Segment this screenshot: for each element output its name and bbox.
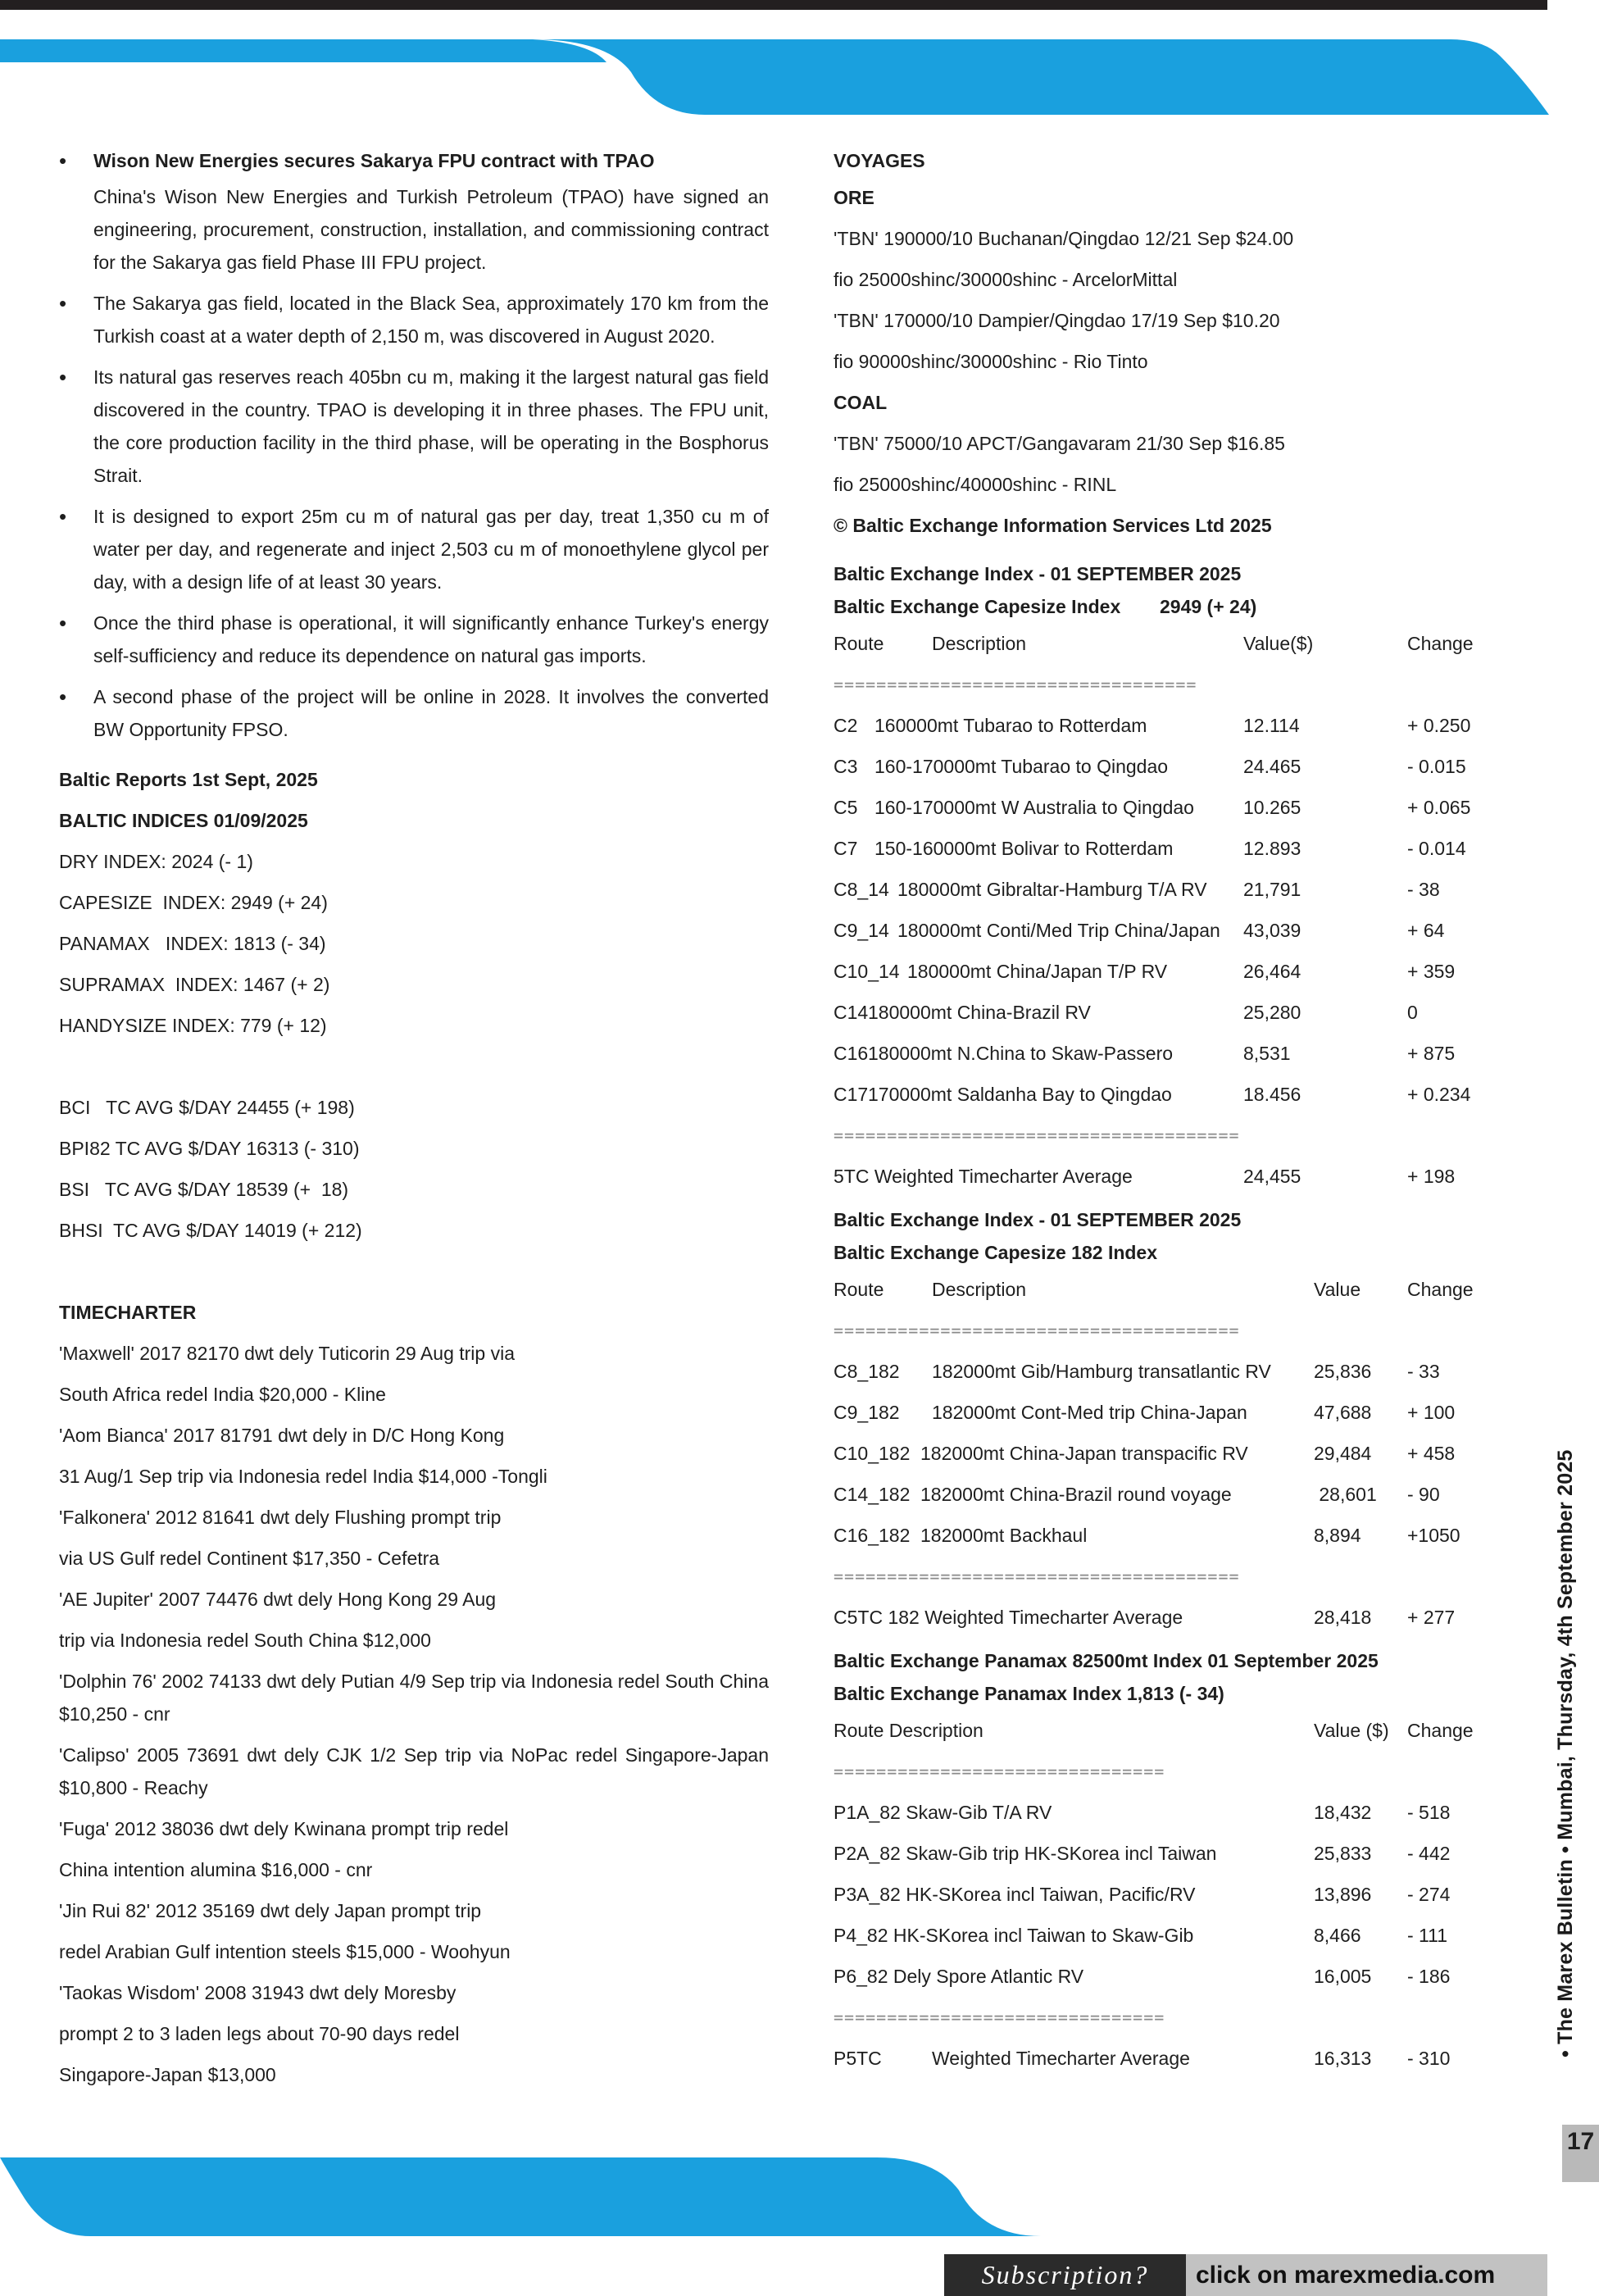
value-cell: 13,896 bbox=[1314, 1884, 1372, 1905]
route-description-cell: P4_82 HK-SKorea incl Taiwan to Skaw-Gib bbox=[834, 1925, 1194, 1946]
bullet-item bbox=[59, 144, 769, 279]
timecharter-heading: TIMECHARTER bbox=[59, 1302, 197, 1323]
column-header: Value($) bbox=[1243, 633, 1314, 654]
ore-heading: ORE bbox=[834, 187, 874, 208]
change-cell: 0 bbox=[1407, 1002, 1418, 1023]
column-header: Change bbox=[1407, 633, 1474, 654]
footer-value: 28,418 bbox=[1314, 1607, 1372, 1628]
bullet-item bbox=[59, 500, 769, 598]
table-row bbox=[834, 828, 1547, 869]
change-cell: - 38 bbox=[1407, 879, 1440, 900]
top-bar bbox=[0, 0, 1547, 10]
value-cell: 10.265 bbox=[1243, 797, 1301, 818]
timecharter-line: prompt 2 to 3 laden legs about 70-90 days redel bbox=[59, 2023, 460, 2044]
table-row bbox=[834, 1474, 1547, 1515]
footer-value: 24,455 bbox=[1243, 1166, 1301, 1187]
change-cell: - 186 bbox=[1407, 1966, 1451, 1987]
route-cell: C14 bbox=[834, 1002, 869, 1023]
value-cell: 8,531 bbox=[1243, 1043, 1291, 1064]
news-headline: • Wison New Energies secures Sakarya FPU contract with TPAO bbox=[93, 150, 655, 171]
timecharter-line: redel Arabian Gulf intention steels $15,000 - Woohyun bbox=[59, 1941, 511, 1962]
route-cell: C9_14 bbox=[834, 920, 889, 941]
bullet-item bbox=[59, 680, 769, 746]
description-cell: 180000mt China/Japan T/P RV bbox=[907, 961, 1168, 982]
index-line: SUPRAMAX INDEX: 1467 (+ 2) bbox=[59, 974, 330, 995]
change-cell: - 111 bbox=[1407, 1925, 1448, 1946]
change-cell: + 0.234 bbox=[1407, 1084, 1471, 1105]
table-row bbox=[834, 1956, 1547, 1997]
bullet-text: China's Wison New Energies and Turkish Petroleum (TPAO) have signed an engineering, procurement, construction, installation, and commissioning contract for the Sakarya gas field Phase III FPU project. bbox=[93, 186, 769, 273]
table-row bbox=[834, 787, 1547, 828]
ore-line: 'TBN' 170000/10 Dampier/Qingdao 17/19 Sep $10.20 bbox=[834, 310, 1280, 331]
change-cell: + 0.065 bbox=[1407, 797, 1471, 818]
tc-avg-line: BSI TC AVG $/DAY 18539 (+ 18) bbox=[59, 1179, 349, 1200]
table-row bbox=[834, 992, 1547, 1033]
timecharter-line: 'Falkonera' 2012 81641 dwt dely Flushing prompt trip bbox=[59, 1507, 502, 1528]
index-line: CAPESIZE INDEX: 2949 (+ 24) bbox=[59, 892, 328, 913]
table-row bbox=[834, 869, 1547, 910]
news-bullets bbox=[59, 144, 769, 746]
footer-value: 16,313 bbox=[1314, 2048, 1372, 2069]
change-cell: - 33 bbox=[1407, 1361, 1440, 1382]
column-header: Route Description bbox=[834, 1720, 983, 1741]
voyages-heading: VOYAGES bbox=[834, 150, 925, 171]
column-header: Route bbox=[834, 1279, 884, 1300]
route-description-cell: P2A_82 Skaw-Gib trip HK-SKorea incl Taiwan bbox=[834, 1843, 1217, 1864]
table-row bbox=[834, 1433, 1547, 1474]
index-line: HANDYSIZE INDEX: 779 (+ 12) bbox=[59, 1015, 327, 1036]
description-cell: 160-170000mt W Australia to Qingdao bbox=[874, 797, 1194, 818]
subscription-bar[interactable] bbox=[944, 2254, 1547, 2296]
description-cell: 182000mt Gib/Hamburg transatlantic RV bbox=[932, 1361, 1271, 1382]
description-cell: 180000mt Gibraltar-Hamburg T/A RV bbox=[897, 879, 1207, 900]
table-separator: ====================================== bbox=[834, 1566, 1240, 1586]
timecharter-line: 'Maxwell' 2017 82170 dwt dely Tuticorin 29 Aug trip via bbox=[59, 1343, 515, 1364]
table-row bbox=[834, 1033, 1547, 1074]
table-row bbox=[834, 951, 1547, 992]
table-row bbox=[834, 746, 1547, 787]
table-row bbox=[834, 705, 1547, 746]
change-cell: + 64 bbox=[1407, 920, 1445, 941]
baltic-reports-heading: Baltic Reports 1st Sept, 2025 bbox=[59, 769, 318, 790]
bullet-text: It is designed to export 25m cu m of natural gas per day, treat 1,350 cu m of water per day, and regenerate and inject 2,503 cu m of monoethylene glycol per day, with a design life of at least 30 years. bbox=[93, 506, 769, 593]
table-footer-row bbox=[834, 1156, 1547, 1197]
column-header: Change bbox=[1407, 1720, 1474, 1741]
change-cell: + 0.250 bbox=[1407, 715, 1471, 736]
table-separator: ================================== bbox=[834, 675, 1197, 694]
description-cell: 180000mt Conti/Med Trip China/Japan bbox=[897, 920, 1220, 941]
table-row bbox=[834, 1351, 1547, 1392]
table-row bbox=[834, 910, 1547, 951]
timecharter-line: 'Jin Rui 82' 2012 35169 dwt dely Japan prompt trip bbox=[59, 1900, 482, 1921]
timecharter-line: via US Gulf redel Continent $17,350 - Cefetra bbox=[59, 1548, 440, 1569]
timecharter-line: trip via Indonesia redel South China $12,000 bbox=[59, 1630, 431, 1651]
coal-line: 'TBN' 75000/10 APCT/Gangavaram 21/30 Sep $16.85 bbox=[834, 433, 1285, 454]
value-cell: 26,464 bbox=[1243, 961, 1301, 982]
value-cell: 16,005 bbox=[1314, 1966, 1372, 1987]
value-cell: 25,280 bbox=[1243, 1002, 1301, 1023]
route-cell: C14_182 bbox=[834, 1484, 911, 1505]
change-cell: +1050 bbox=[1407, 1525, 1460, 1546]
description-cell: 182000mt China-Japan transpacific RV bbox=[920, 1443, 1248, 1464]
value-cell: 18,432 bbox=[1314, 1802, 1372, 1823]
change-cell: - 518 bbox=[1407, 1802, 1451, 1823]
table-footer-row bbox=[834, 1597, 1547, 1638]
value-cell: 25,836 bbox=[1314, 1361, 1372, 1382]
value-cell: 29,484 bbox=[1314, 1443, 1372, 1464]
value-cell: 8,894 bbox=[1314, 1525, 1361, 1546]
column-header: Value ($) bbox=[1314, 1720, 1389, 1741]
footer-change: + 198 bbox=[1407, 1166, 1456, 1187]
coal-line: fio 25000shinc/40000shinc - RINL bbox=[834, 474, 1117, 495]
change-cell: + 100 bbox=[1407, 1402, 1456, 1423]
value-cell: 21,791 bbox=[1243, 879, 1301, 900]
table-row bbox=[834, 1074, 1547, 1115]
left-column bbox=[59, 144, 769, 2095]
footer-route: P5TC bbox=[834, 2048, 882, 2069]
column-header: Description bbox=[932, 1279, 1027, 1300]
capesize-header-row bbox=[834, 623, 1547, 664]
timecharter-line: 'Dolphin 76' 2002 74133 dwt dely Putian 4/9 Sep trip via Indonesia redel South China $10,250 - cnr bbox=[59, 1671, 769, 1725]
table-row bbox=[834, 1515, 1547, 1556]
footer-label: C5TC 182 Weighted Timecharter Average bbox=[834, 1607, 1183, 1628]
route-cell: C3 bbox=[834, 756, 858, 777]
change-cell: - 90 bbox=[1407, 1484, 1440, 1505]
value-cell: 12.114 bbox=[1243, 715, 1300, 736]
value-cell: 24.465 bbox=[1243, 756, 1301, 777]
route-description-cell: P1A_82 Skaw-Gib T/A RV bbox=[834, 1802, 1052, 1823]
cape182-header-row bbox=[834, 1269, 1547, 1310]
timecharter-line: Singapore-Japan $13,000 bbox=[59, 2064, 276, 2085]
subscription-label[interactable]: Subscription? bbox=[944, 2254, 1186, 2296]
ore-line: 'TBN' 190000/10 Buchanan/Qingdao 12/21 Sep $24.00 bbox=[834, 228, 1294, 249]
route-cell: C16_182 bbox=[834, 1525, 911, 1546]
timecharter-line: 'Calipso' 2005 73691 dwt dely CJK 1/2 Sep trip via NoPac redel Singapore-Japan $10,800 - Reachy bbox=[59, 1744, 769, 1798]
route-cell: C8_182 bbox=[834, 1361, 900, 1382]
description-cell: 160-170000mt Tubarao to Qingdao bbox=[874, 756, 1169, 777]
bottom-blue-band bbox=[0, 2157, 1549, 2236]
value-cell: 18.456 bbox=[1243, 1084, 1301, 1105]
footer-change: - 310 bbox=[1407, 2048, 1451, 2069]
ore-line: fio 90000shinc/30000shinc - Rio Tinto bbox=[834, 351, 1148, 372]
bullet-text: A second phase of the project will be online in 2028. It involves the converted BW Opportunity FPSO. bbox=[93, 686, 769, 740]
ore-line: fio 25000shinc/30000shinc - ArcelorMittal bbox=[834, 269, 1178, 290]
route-cell: C7 bbox=[834, 838, 858, 859]
description-cell: 170000mt Saldanha Bay to Qingdao bbox=[868, 1084, 1172, 1105]
footer-label: Weighted Timecharter Average bbox=[932, 2048, 1190, 2069]
capesize-index-value: 2949 (+ 24) bbox=[1160, 596, 1257, 617]
description-cell: 182000mt Cont-Med trip China-Japan bbox=[932, 1402, 1247, 1423]
bullet-item bbox=[59, 361, 769, 492]
route-cell: C16 bbox=[834, 1043, 869, 1064]
copyright-line: © Baltic Exchange Information Services Ltd 2025 bbox=[834, 515, 1272, 536]
timecharter-line: 31 Aug/1 Sep trip via Indonesia redel India $14,000 -Tongli bbox=[59, 1466, 547, 1487]
tc-avg-line: BHSI TC AVG $/DAY 14019 (+ 212) bbox=[59, 1220, 362, 1241]
baltic-indices-heading: BALTIC INDICES 01/09/2025 bbox=[59, 810, 308, 831]
change-cell: - 0.015 bbox=[1407, 756, 1466, 777]
column-header: Description bbox=[932, 633, 1027, 654]
timecharter-line: China intention alumina $16,000 - cnr bbox=[59, 1859, 373, 1880]
timecharter-line: 'AE Jupiter' 2007 74476 dwt dely Hong Kong 29 Aug bbox=[59, 1589, 497, 1610]
bullet-item bbox=[59, 607, 769, 672]
change-cell: - 274 bbox=[1407, 1884, 1451, 1905]
table-row bbox=[834, 1792, 1547, 1833]
tc-avg-line: BCI TC AVG $/DAY 24455 (+ 198) bbox=[59, 1097, 355, 1118]
route-cell: C2 bbox=[834, 715, 858, 736]
footer-change: + 277 bbox=[1407, 1607, 1456, 1628]
masthead-vertical: • The Marex Bulletin • Mumbai, Thursday, 4th September 2025 bbox=[1554, 1449, 1577, 2057]
value-cell: 43,039 bbox=[1243, 920, 1301, 941]
table-row bbox=[834, 1392, 1547, 1433]
subscription-link[interactable]: click on marexmedia.com bbox=[1186, 2254, 1547, 2296]
capesize-title: Baltic Exchange Index - 01 SEPTEMBER 2025 bbox=[834, 563, 1242, 584]
route-cell: C8_14 bbox=[834, 879, 889, 900]
right-column bbox=[834, 144, 1547, 2079]
top-blue-band bbox=[0, 39, 1549, 115]
value-cell: 25,833 bbox=[1314, 1843, 1372, 1864]
route-description-cell: P6_82 Dely Spore Atlantic RV bbox=[834, 1966, 1084, 1987]
column-header: Route bbox=[834, 633, 884, 654]
footer-label: 5TC Weighted Timecharter Average bbox=[834, 1166, 1133, 1187]
description-cell: 182000mt Backhaul bbox=[920, 1525, 1088, 1546]
tc-avg-line: BPI82 TC AVG $/DAY 16313 (- 310) bbox=[59, 1138, 360, 1159]
cape182-title: Baltic Exchange Index - 01 SEPTEMBER 2025 bbox=[834, 1209, 1242, 1230]
change-cell: - 0.014 bbox=[1407, 838, 1466, 859]
route-cell: C9_182 bbox=[834, 1402, 900, 1423]
index-line: DRY INDEX: 2024 (- 1) bbox=[59, 851, 253, 872]
value-cell: 12.893 bbox=[1243, 838, 1301, 859]
bullet-item bbox=[59, 287, 769, 352]
route-description-cell: P3A_82 HK-SKorea incl Taiwan, Pacific/RV bbox=[834, 1884, 1196, 1905]
panamax-subtitle: Baltic Exchange Panamax Index 1,813 (- 34) bbox=[834, 1683, 1224, 1704]
change-cell: + 359 bbox=[1407, 961, 1456, 982]
cape182-subtitle: Baltic Exchange Capesize 182 Index bbox=[834, 1242, 1158, 1263]
description-cell: 180000mt N.China to Skaw-Passero bbox=[868, 1043, 1174, 1064]
column-header: Value bbox=[1314, 1279, 1361, 1300]
table-row bbox=[834, 1874, 1547, 1915]
change-cell: + 875 bbox=[1407, 1043, 1456, 1064]
coal-heading: COAL bbox=[834, 392, 888, 413]
route-cell: C10_14 bbox=[834, 961, 900, 982]
route-cell: C5 bbox=[834, 797, 858, 818]
timecharter-line: South Africa redel India $20,000 - Kline bbox=[59, 1384, 386, 1405]
bullet-text: Once the third phase is operational, it will significantly enhance Turkey's energy self-sufficiency and reduce its dependence on natural gas imports. bbox=[93, 612, 769, 666]
value-cell: 8,466 bbox=[1314, 1925, 1361, 1946]
table-separator: =============================== bbox=[834, 2007, 1165, 2027]
value-cell: 28,601 bbox=[1314, 1484, 1377, 1505]
timecharter-line: 'Taokas Wisdom' 2008 31943 dwt dely Moresby bbox=[59, 1982, 457, 2003]
description-cell: 180000mt China-Brazil RV bbox=[868, 1002, 1091, 1023]
index-line: PANAMAX INDEX: 1813 (- 34) bbox=[59, 933, 326, 954]
table-separator: ====================================== bbox=[834, 1321, 1240, 1340]
description-cell: 182000mt China-Brazil round voyage bbox=[920, 1484, 1232, 1505]
timecharter-line: 'Fuga' 2012 38036 dwt dely Kwinana prompt trip redel bbox=[59, 1818, 509, 1839]
bullet-text: Its natural gas reserves reach 405bn cu m, making it the largest natural gas field discovered in the country. TPAO is developing it in three phases. The FPU unit, the core production facility in the third phase, will be operating in the Bosphorus Strait. bbox=[93, 366, 769, 486]
bullet-text: The Sakarya gas field, located in the Black Sea, approximately 170 km from the Turkish coast at a water depth of 2,150 m, was discovered in August 2020. bbox=[93, 293, 769, 347]
table-row bbox=[834, 1833, 1547, 1874]
panamax-title: Baltic Exchange Panamax 82500mt Index 01 September 2025 bbox=[834, 1650, 1379, 1671]
route-cell: C17 bbox=[834, 1084, 869, 1105]
value-cell: 47,688 bbox=[1314, 1402, 1372, 1423]
capesize-index-label: Baltic Exchange Capesize Index bbox=[834, 596, 1121, 617]
table-row bbox=[834, 1915, 1547, 1956]
description-cell: 150-160000mt Bolivar to Rotterdam bbox=[874, 838, 1174, 859]
description-cell: 160000mt Tubarao to Rotterdam bbox=[874, 715, 1147, 736]
capesize-subtitle bbox=[834, 590, 1547, 623]
change-cell: + 458 bbox=[1407, 1443, 1456, 1464]
change-cell: - 442 bbox=[1407, 1843, 1451, 1864]
page-number: 17 bbox=[1562, 2125, 1599, 2182]
timecharter-line: 'Aom Bianca' 2017 81791 dwt dely in D/C Hong Kong bbox=[59, 1425, 505, 1446]
route-cell: C10_182 bbox=[834, 1443, 911, 1464]
table-separator: ====================================== bbox=[834, 1125, 1240, 1145]
panamax-header-row bbox=[834, 1710, 1547, 1751]
column-header: Change bbox=[1407, 1279, 1474, 1300]
table-separator: =============================== bbox=[834, 1762, 1165, 1781]
table-footer-row bbox=[834, 2038, 1547, 2079]
